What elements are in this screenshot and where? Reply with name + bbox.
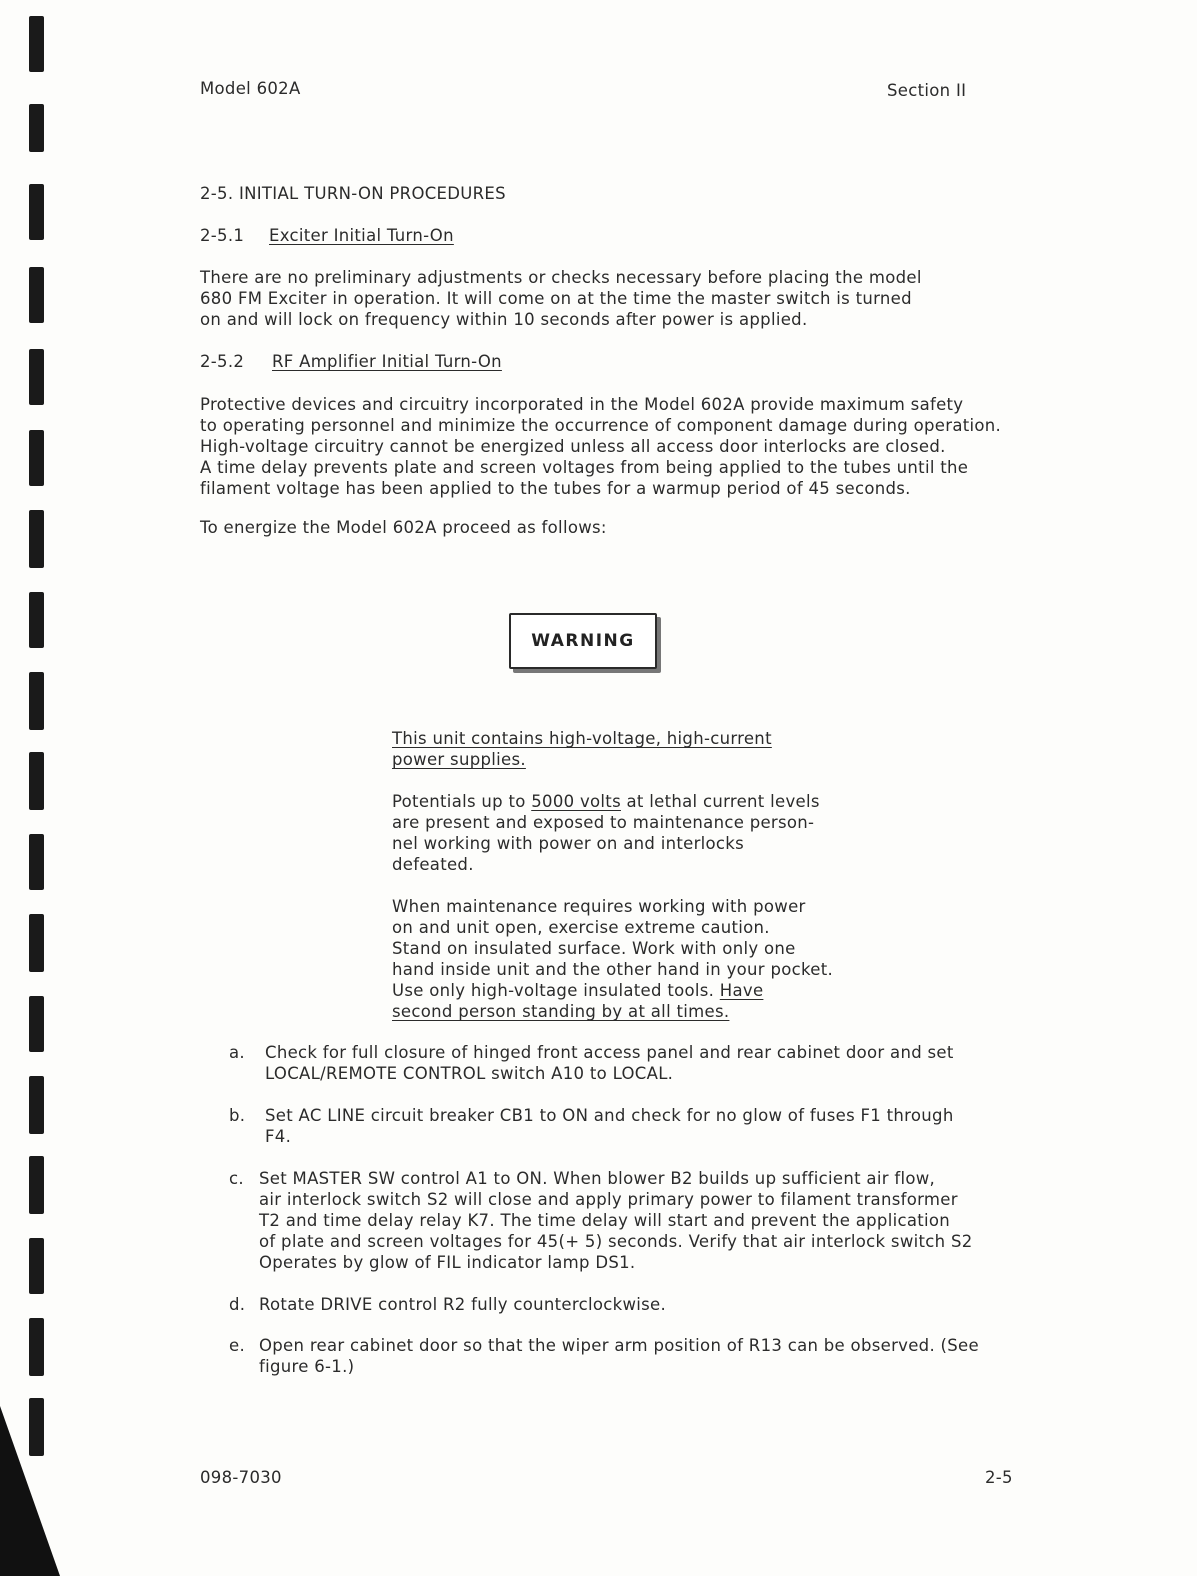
procedure-intro: To energize the Model 602A proceed as follows: (200, 518, 607, 537)
subsection-title: Exciter Initial Turn-On (269, 226, 454, 245)
binding-mark (29, 1156, 44, 1214)
binding-mark (29, 834, 44, 890)
step-line: F4. (265, 1127, 292, 1146)
binding-mark (29, 996, 44, 1052)
warning-line: Stand on insulated surface. Work with only one (392, 939, 796, 958)
warning-line (392, 980, 833, 1001)
paragraph-line: A time delay prevents plate and screen voltages from being applied to the tubes until the (200, 458, 969, 477)
header-section: Section II (887, 81, 967, 100)
warning-line: defeated. (392, 855, 474, 874)
binding-mark (29, 16, 44, 72)
step-line: LOCAL/REMOTE CONTROL switch A10 to LOCAL. (265, 1064, 674, 1083)
warning-line: When maintenance requires working with power (392, 897, 806, 916)
header-model: Model 602A (200, 79, 301, 98)
binding-mark (29, 510, 44, 568)
text-run: at lethal current levels (620, 792, 820, 811)
binding-mark (29, 1076, 44, 1134)
warning-line: on and unit open, exercise extreme caution. (392, 918, 770, 937)
step-line: of plate and screen voltages for 45(+ 5) seconds. Verify that air interlock switch S2 (259, 1232, 973, 1251)
paragraph-line: There are no preliminary adjustments or checks necessary before placing the model (200, 268, 922, 287)
binding-mark (29, 349, 44, 405)
paragraph-line: High-voltage circuitry cannot be energized unless all access door interlocks are closed. (200, 437, 946, 456)
binding-mark (29, 184, 44, 240)
step-line: figure 6-1.) (259, 1357, 355, 1376)
subsection-title: RF Amplifier Initial Turn-On (272, 352, 502, 371)
paragraph-line: to operating personnel and minimize the occurrence of component damage during operation. (200, 416, 1002, 435)
text-run: Use only high-voltage insulated tools. (392, 981, 720, 1000)
paragraph-line: on and will lock on frequency within 10 seconds after power is applied. (200, 310, 808, 329)
warning-label: WARNING (509, 613, 657, 669)
binding-mark (29, 267, 44, 323)
warning-line: This unit contains high-voltage, high-current (392, 729, 772, 748)
exciter-paragraph (200, 267, 922, 330)
binding-mark (29, 672, 44, 730)
step-line: Set MASTER SW control A1 to ON. When blower B2 builds up sufficient air flow, (259, 1169, 936, 1188)
binding-mark (29, 1318, 44, 1376)
step-label: d. (229, 1295, 246, 1314)
page-edge-shadow (0, 1406, 60, 1576)
paragraph-line: filament voltage has been applied to the tubes for a warmup period of 45 seconds. (200, 479, 911, 498)
warning-line: nel working with power on and interlocks (392, 834, 745, 853)
binding-mark (29, 1238, 44, 1294)
step-line: Set AC LINE circuit breaker CB1 to ON and check for no glow of fuses F1 through (265, 1106, 954, 1125)
footer-page-number: 2-5 (985, 1468, 1013, 1487)
text-run-underlined: Have (719, 981, 764, 1000)
text-run: Potentials up to (392, 792, 532, 811)
binding-mark (29, 592, 44, 648)
step-line: T2 and time delay relay K7. The time delay will start and prevent the application (259, 1211, 951, 1230)
step-label: b. (229, 1106, 246, 1125)
subsection-number: 2-5.2 (200, 352, 245, 371)
section-title: 2-5. INITIAL TURN-ON PROCEDURES (200, 184, 506, 203)
warning-line: power supplies. (392, 750, 526, 769)
step-label: c. (229, 1169, 244, 1188)
warning-text (392, 728, 833, 1022)
binding-mark (29, 104, 44, 152)
step-line: Operates by glow of FIL indicator lamp DS1. (259, 1253, 636, 1272)
step-line: Open rear cabinet door so that the wiper arm position of R13 can be observed. (See (259, 1336, 979, 1355)
step-label: e. (229, 1336, 245, 1355)
warning-line: hand inside unit and the other hand in your pocket. (392, 960, 834, 979)
warning-line: second person standing by at all times. (392, 1002, 730, 1021)
step-line: air interlock switch S2 will close and apply primary power to filament transformer (259, 1190, 958, 1209)
text-run-underlined: 5000 volts (531, 792, 621, 811)
step-line: Check for full closure of hinged front access panel and rear cabinet door and set (265, 1043, 954, 1062)
spacer (392, 875, 833, 896)
binding-mark (29, 914, 44, 972)
footer-doc-number: 098-7030 (200, 1468, 282, 1487)
spacer (392, 770, 833, 791)
binding-mark (29, 430, 44, 486)
paragraph-line: 680 FM Exciter in operation. It will come on at the time the master switch is turned (200, 289, 912, 308)
subsection-number: 2-5.1 (200, 226, 245, 245)
binding-mark (29, 752, 44, 810)
warning-line (392, 791, 833, 812)
step-label: a. (229, 1043, 245, 1062)
rf-amplifier-paragraph (200, 394, 1001, 499)
warning-line: are present and exposed to maintenance person- (392, 813, 815, 832)
step-line: Rotate DRIVE control R2 fully counterclockwise. (259, 1295, 667, 1314)
paragraph-line: Protective devices and circuitry incorporated in the Model 602A provide maximum safety (200, 395, 964, 414)
